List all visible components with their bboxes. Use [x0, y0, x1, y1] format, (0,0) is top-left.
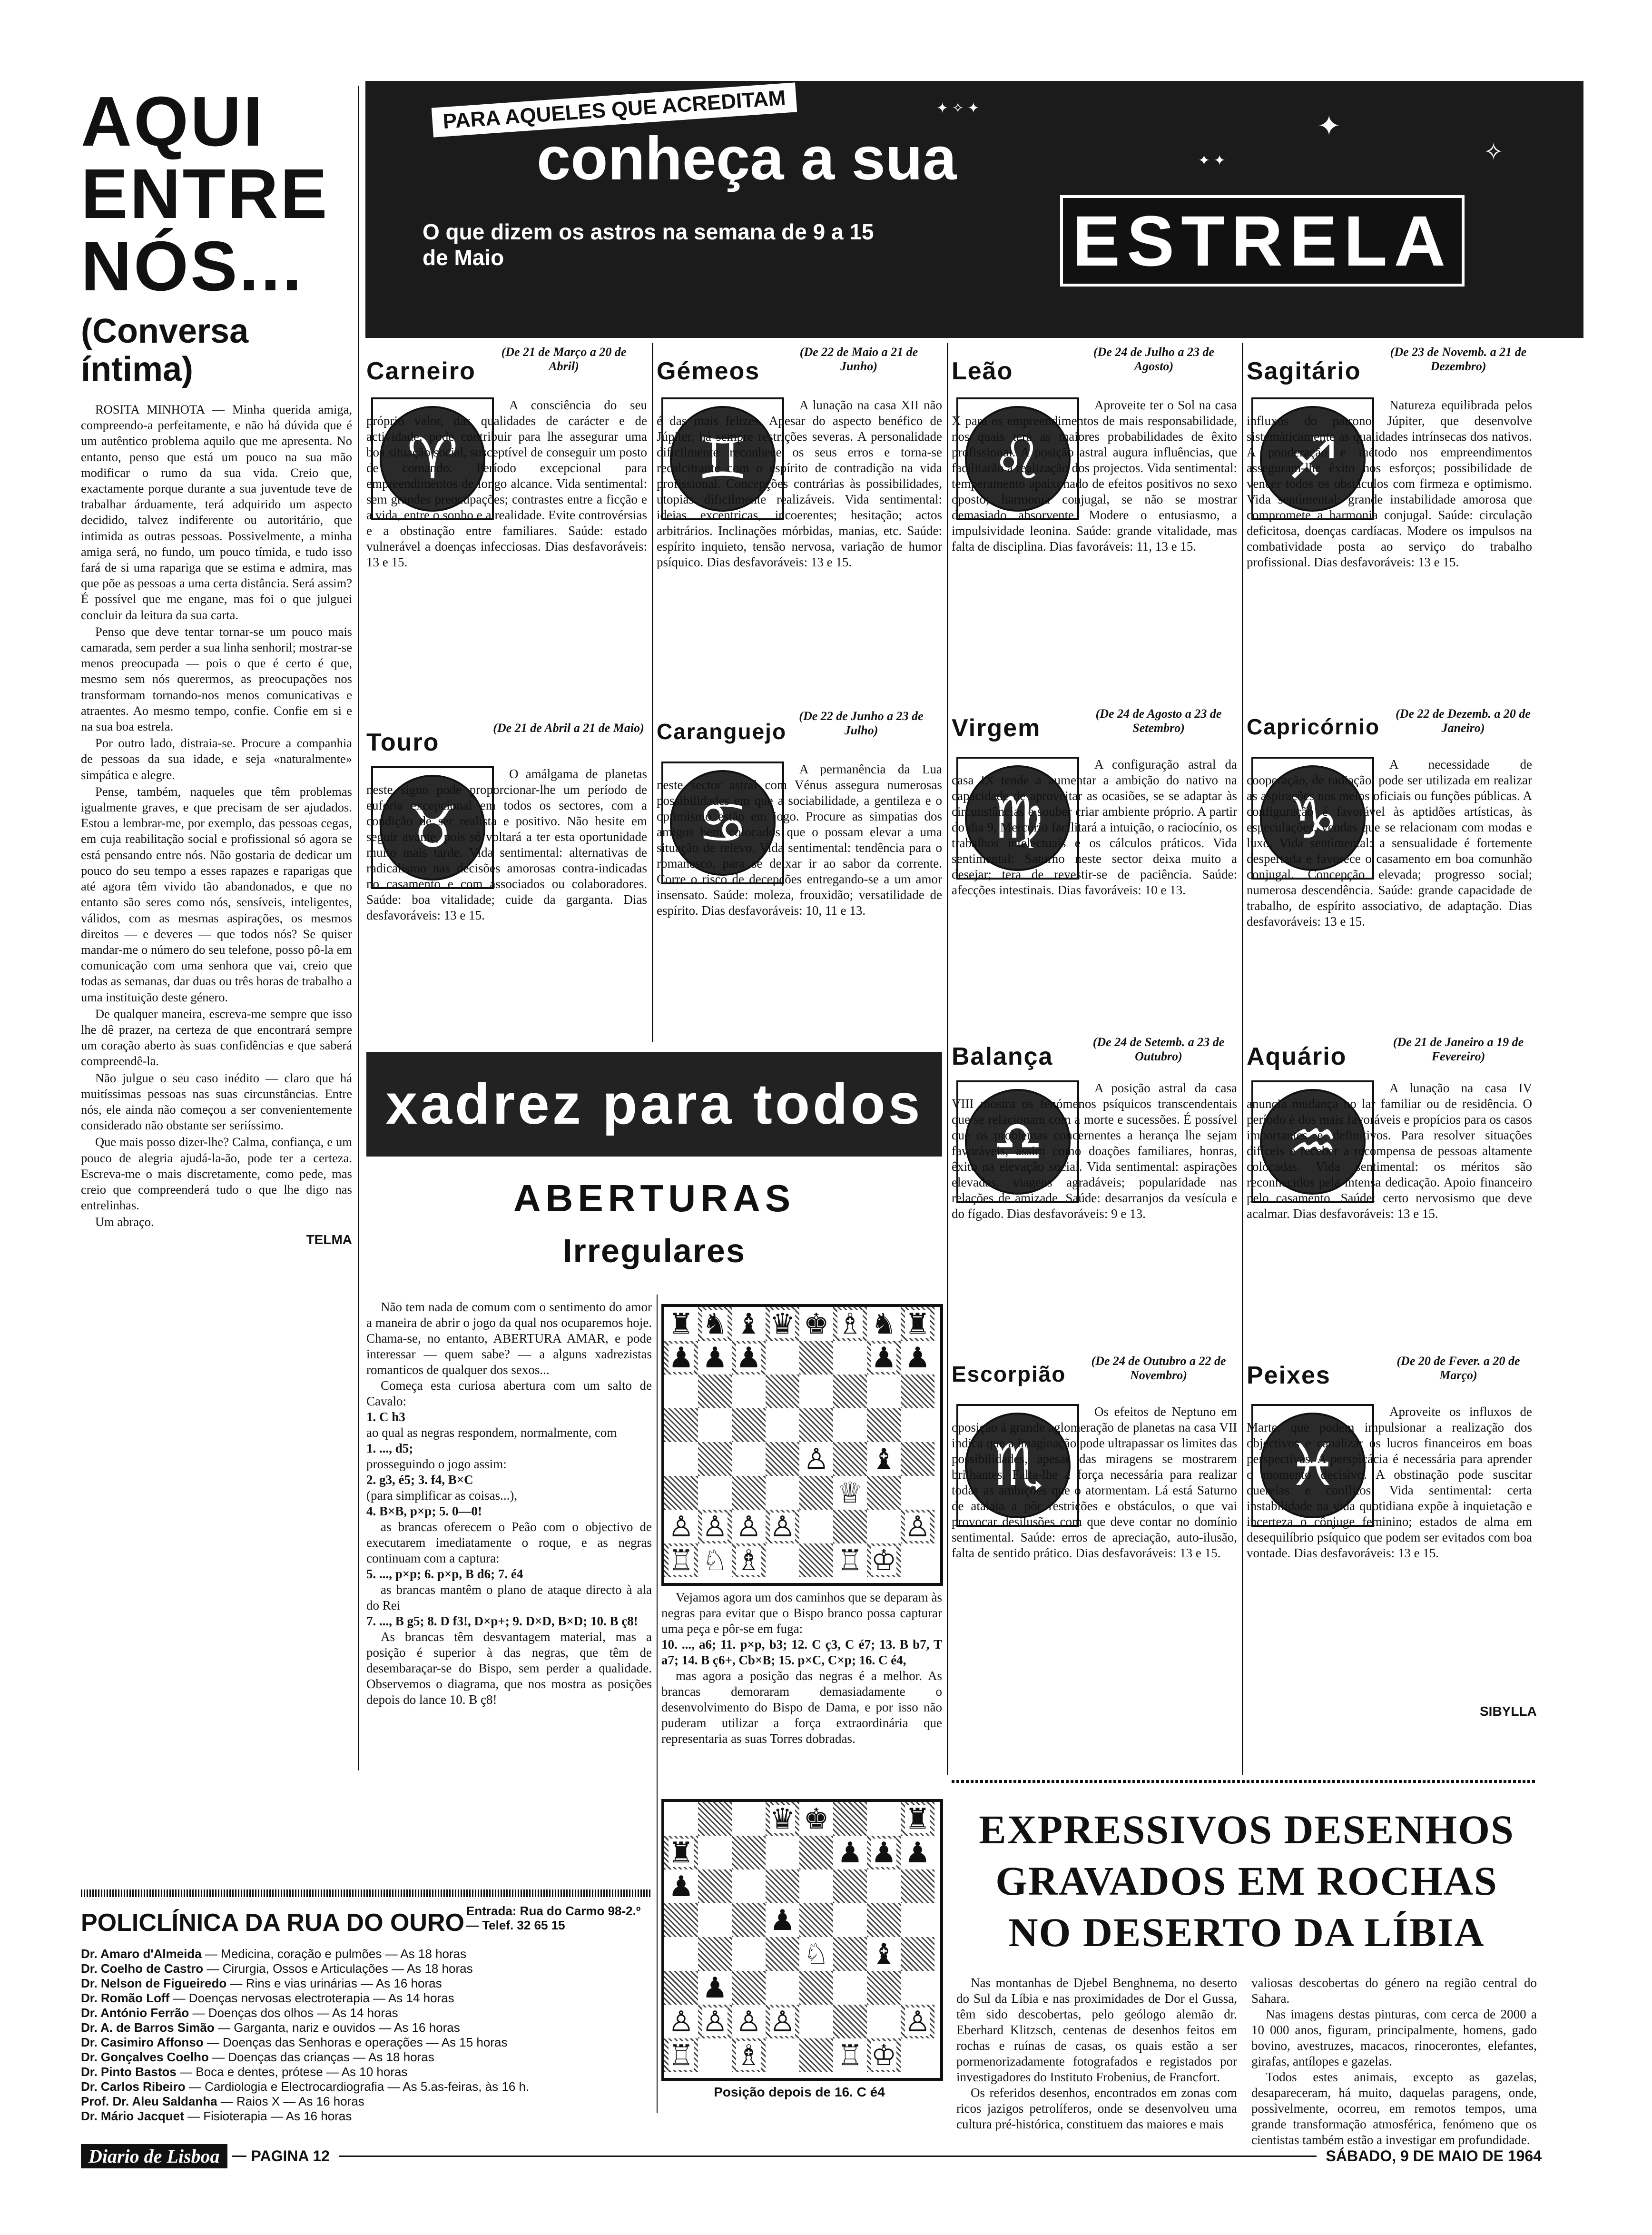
sign-name-touro: Touro — [366, 729, 440, 756]
board-square — [664, 1836, 698, 1869]
chess-piece-icon: ♙ — [769, 1510, 796, 1543]
libia-col2: valiosas descobertas do género na região central do Sahara. Nas imagens destas pinturas, com cerca de 2000 a 10 000 anos, figuram, principalmente, homens, gado bovino, avestruzes, macacos, rinocerontes, elefantes, girafas, antílopes e gazelas. Todos estes animais, excepto as gazelas, desapareceram, há muito, daquelas paragens, onde, possìvelmente, ocorreu, em remotos tempos, uma grande transformação atmosférica, fenómeno que os cientistas também estão a investigar em profundidade. — [1251, 1976, 1537, 2147]
chess-piece-icon: ♟ — [769, 1903, 796, 1937]
board-square — [799, 1937, 833, 1971]
board-square — [698, 1869, 732, 1903]
board-square — [698, 1802, 732, 1836]
board-square — [732, 2038, 766, 2072]
policlinica-address: Entrada: Rua do Carmo 98-2.º — Telef. 32 65 15 — [466, 1904, 641, 1932]
chess-piece-icon: ♜ — [668, 1836, 694, 1869]
horoscope-divider — [652, 343, 653, 1042]
sign-text-escorpiao: Os efeitos de Neptuno em oposição à grande aglomeração de planetas na casa VII indica que a imaginação pode ultrapassar os limites das possibilidades, apesar das miragens se mostrarem brilhantes. Falta-lhe a força necessária para realizar todas as ambições que o atormentam. Lá está Saturno de atalaia a pôr restrições e obstáculos, o que vai provocar desilusões com que deve contar no domínio sentimental. Saúde: erros de apreciação, auto-ilusão, falta de sentido prático. Dias desfavoráveis: 13 e 15. — [952, 1404, 1237, 1560]
sign-date-capricornio: (De 22 de Dezemb. a 20 de Janeiro) — [1396, 707, 1531, 735]
sign-text-capricornio: A necessidade de cooperação, de radiação, pode ser utilizada em realizar as aspirações nos meios oficiais ou funções públicas. A configuração é favorável às aptidões artísticas, às especulações, vendas que se relacionam com modas e luxo. Vida sentimental: a sensualidade é fortemente despertada e favorece o casamento em boa comunhão conjugal. Concepção elevada; progresso social; numerosa descendência. Saúde: grande capacidade de trabalho, de espírito associativo, de adaptação. Dias desfavoráveis: 13 e 15. — [1247, 757, 1532, 929]
chess-piece-icon: ♚ — [803, 1307, 829, 1341]
board-square — [664, 1375, 698, 1408]
chess-piece-icon: ♙ — [803, 1442, 829, 1476]
board-square — [732, 1543, 766, 1577]
board-square — [867, 1903, 901, 1937]
fish-icon: ♓ — [1251, 1404, 1374, 1527]
sign-text-balanca: A posição astral da casa VIII mostra os fenómenos psíquicos transcendentais que se relacionam com a morte e sucessões. É possível que os problemas concernentes a herança lhe sejam favoráveis, assim como doações familiares, honras, êxito na elevação social. Vida sentimental: aspirações elevadas, viagens agradáveis; popularidade nas relações de amizade. Saúde: desarranjos da vesícula e do fígado. Dias desfavoráveis: 9 e 13. — [952, 1081, 1237, 1221]
column-title: AQUI ENTRE NÓS... — [81, 82, 329, 306]
column-body: ROSITA MINHOTA — Minha querida amiga, compreendo-a perfeitamente, e não há dúvida que é um autêntico problema aquilo que me apresenta. No entanto, penso que está um pouco na sua mão modificar o rumo da sua vida. Creio que, exactamente porque durante a sua juventude teve de trabalhar árduamente, terá adquirido um aspecto decidido, talvez indiferente ou autoritário, que intimida as outras pessoas. Possivelmente, a minha amiga será, no fundo, um pouco tímida, e tudo isso fará de si uma rapariga que se estima e admira, mas que põe as pessoas a uma certa distância. Será assim? É possível que me engane, mas foi o que julguei concluir da leitura da sua carta. Penso que deve tentar tornar-se um pouco mais camarada, sem perder a sua linha senhoril; mostrar-se menos preocupada — pois o que é certo é que, mesmo sem nós querermos, as preocupações nos transformam tornando-nos menos comunicativas e atraentes. Ao mesmo tempo, confie. Confie em si e na sua boa estrela. Por outro lado, distraia-se. Procure a companhia de pessoas da sua idade, e seja «naturalmente» simpática e alegre. Pense, também, naqueles que têm problemas igualmente graves, e que precisam de ser ajudados. Estou a lembrar-me, por exemplo, das pessoas cegas, em cuja reabilitação social e profissional só agora se está pensando entre nós. Não gostaria de dedicar um pouco do seu tempo a esses rapazes e raparigas que até agora têm vivido tão abandonados, e que no entanto são seres como nós, sensíveis, inteligentes, válidos, com as mesmas aspirações, os mesmos direitos — e deveres — que todos nós? Se quiser mandar-me o número do seu telefone, posso pô-la em comunicação com uma senhora que vai, creio que todas as semanas, dar duas ou três horas de trabalho a uma instituição deste género. De qualquer maneira, escreva-me sempre que isso lhe dê prazer, na certeza de que encontrará sempre um coração aberto às suas confidências e que saberá compreendê-la. Não julgue o seu caso inédito — claro que há muitíssimas pessoas nas suas circunstâncias. Entre nós, ele ainda não começou a ser convenientemente considerado não obstante ser seriíssimo. Que mais posso dizer-lhe? Calma, confiança, e um pouco de alegria ajudá-la-ão, pode ter a certeza. Escreva-me o mais discretamente, como pede, mas creio que compreenderá tudo o que lhe digo nas entrelinhas. Um abraço. — [81, 402, 352, 1229]
chess-piece-icon: ♔ — [871, 1543, 897, 1577]
board-square — [901, 1341, 934, 1375]
sign-name-carneiro: Carneiro — [366, 357, 476, 385]
board-square — [664, 1341, 698, 1375]
board-square — [833, 1869, 867, 1903]
sign-date-sagitario: (De 23 de Novemb. a 21 de Dezembro) — [1390, 345, 1527, 373]
board-square — [833, 1971, 867, 2005]
sign-date-balanca: (De 24 de Setemb. a 23 de Outubro) — [1092, 1035, 1225, 1063]
board-square — [664, 1937, 698, 1971]
sign-name-peixes: Peixes — [1247, 1362, 1331, 1389]
bull-icon: ♉ — [371, 766, 494, 889]
chess-piece-icon: ♘ — [702, 1543, 728, 1577]
chess-piece-icon: ♝ — [736, 1307, 762, 1341]
chess-piece-icon: ♘ — [803, 1937, 829, 1971]
doctor-entry: Dr. Amaro d'Almeida — Medicina, coração e pulmões — As 18 horas — [81, 1947, 467, 1961]
board-square — [766, 1476, 799, 1510]
newspaper-logo: Diario de Lisboa — [81, 2144, 227, 2168]
board-square — [664, 1903, 698, 1937]
chess-piece-icon: ♙ — [702, 2005, 728, 2038]
horoscope-banner — [365, 81, 1583, 338]
chess-col1: Não tem nada de comum com o sentimento do amor a maneira de abrir o jogo da qual nos ocuparemos hoje. Chama-se, no entanto, ABERTURA AMAR, e pode interessar — quem sabe? — a alguns xadrezistas romanticos de qualquer dos sexos... Começa esta curiosa abertura com um salto de Cavalo: 1. C h3 ao qual as negras respondem, normalmente, com 1. ..., d5; prosseguindo o jogo assim: 2. g3, é5; 3. f4, B×C (para simplificar as coisas...), 4. B×B, p×p; 5. 0—0! as brancas oferecem o Peão com o objectivo de executarem imediatamente o roque, e as negras continuam com a captura: 5. ..., p×p; 6. p×p, B d6; 7. é4 as brancas mantêm o plano de ataque directo à ala do Rei 7. ..., B g5; 8. D f3!, D×p+; 9. D×D, B×D; 10. B ç8! As brancas têm desvantagem material, mas a posição é superior à das negras, que têm de desembaraçar-se do Bispo, sem perder a qualidade. Observemos o diagrama, que nos mostra as posições depois do lance 10. B ç8! — [366, 1300, 652, 1707]
board-square — [799, 2038, 833, 2072]
board-square — [833, 1802, 867, 1836]
board-square — [698, 1341, 732, 1375]
board-square — [833, 1937, 867, 1971]
board-square — [799, 1341, 833, 1375]
chess-piece-icon: ♜ — [905, 1307, 931, 1341]
board-square — [901, 2005, 934, 2038]
board-square — [664, 2005, 698, 2038]
chess-piece-icon: ♖ — [668, 1543, 694, 1577]
board-square — [732, 1341, 766, 1375]
board-square — [901, 1869, 934, 1903]
board-square — [867, 1543, 901, 1577]
chess-piece-icon: ♟ — [871, 1836, 897, 1869]
board-square — [833, 1836, 867, 1869]
chess-piece-icon: ♞ — [871, 1307, 897, 1341]
doctor-entry: Dr. Romão Loff — Doenças nervosas electroterapia — As 14 horas — [81, 1991, 454, 2005]
board-square — [867, 1836, 901, 1869]
board-square — [766, 1341, 799, 1375]
board-square — [799, 1510, 833, 1543]
board-square — [732, 1408, 766, 1442]
star-icon: ✦ ✧ ✦ — [936, 100, 980, 116]
sign-name-gemeos: Gémeos — [657, 357, 760, 385]
column-aqui-entre-nos — [81, 82, 352, 1247]
sign-name-aquario: Aquário — [1247, 1043, 1347, 1070]
page-number: PAGINA 12 — [251, 2147, 330, 2165]
board-square — [833, 1341, 867, 1375]
board-square — [664, 1307, 698, 1341]
water-bearer-icon: ♒ — [1251, 1080, 1374, 1203]
sign-date-touro: (De 21 de Abril a 21 de Maio) — [493, 721, 644, 735]
board-square — [732, 1375, 766, 1408]
board-square — [799, 1375, 833, 1408]
chess-piece-icon: ♖ — [668, 2038, 694, 2072]
board-square — [766, 1937, 799, 1971]
sign-date-carneiro: (De 21 de Março a 20 de Abril) — [501, 345, 627, 373]
chess-piece-icon: ♚ — [803, 1802, 829, 1836]
sign-text-virgem: A configuração astral da casa IX tende a aumentar a ambição do nativo na capacidade de aproveitar as ocasiões, se se adaptar às circunstâncias e souber criar ambiente próprio. A partir do dia 9, Mercúrio facilitará a intuição, o raciocínio, os trabalhos intelectuais e os cálculos práticos. Vida sentimental: Saturno neste sector deixa muito a desejar; terá de revestir-se de paciência. Saúde: afecções intestinais. Dias favoráveis: 10 e 13. — [952, 757, 1237, 897]
board-square — [698, 1971, 732, 2005]
board-square — [833, 2005, 867, 2038]
board-square — [698, 1836, 732, 1869]
chess-piece-icon: ♟ — [668, 1341, 694, 1375]
chess-piece-icon: ♟ — [702, 1341, 728, 1375]
chess-piece-icon: ♕ — [837, 1476, 863, 1510]
sign-name-leao: Leão — [952, 357, 1013, 385]
board-square — [867, 1375, 901, 1408]
board-square — [901, 1408, 934, 1442]
chess-piece-icon: ♟ — [837, 1836, 863, 1869]
archer-icon: ♐ — [1251, 397, 1374, 520]
board-square — [664, 1869, 698, 1903]
sign-text-carneiro: A consciência do seu próprio valor, das qualidades de carácter e de actividade, pode contribuir para lhe assegurar uma boa situação social, susceptível de conseguir um posto de comando. Período excepcional para empreendimentos de longo alcance. Vida sentimental: sem grandes preocupações; contrastes entre a ficção e a vida, entre o sonho e a realidade. Evite controvérsias e a obstinação entre familiares. Saúde: estado vulnerável a doenças infecciosas. Dias desfavoráveis: 13 e 15. — [366, 398, 647, 569]
board-square — [766, 2038, 799, 2072]
doctor-entry: Dr. Pinto Bastos — Boca e dentes, prótese — As 10 horas — [81, 2065, 408, 2079]
ram-icon: ♈ — [371, 397, 494, 520]
chess-piece-icon: ♙ — [769, 2005, 796, 2038]
chess-piece-icon: ♟ — [668, 1869, 694, 1903]
chess-piece-icon: ♔ — [871, 2038, 897, 2072]
chess-piece-icon: ♖ — [837, 1543, 863, 1577]
sign-date-aquario: (De 21 de Janeiro a 19 de Fevereiro) — [1393, 1035, 1524, 1063]
doctor-entry: Dr. Coelho de Castro — Cirurgia, Ossos e Articulações — As 18 horas — [81, 1961, 473, 1976]
sign-name-capricornio: Capricórnio — [1247, 714, 1380, 739]
board-square — [698, 1476, 732, 1510]
chess-piece-icon: ♝ — [871, 1442, 897, 1476]
board-square — [664, 1543, 698, 1577]
chess-piece-icon: ♟ — [871, 1341, 897, 1375]
doctor-entry: Dr. Gonçalves Coelho — Doenças das crianças — As 18 horas — [81, 2050, 434, 2064]
board-square — [766, 1408, 799, 1442]
policlinica-rule — [81, 1889, 652, 1897]
board-square — [732, 1869, 766, 1903]
board-square — [799, 1802, 833, 1836]
board-square — [901, 1442, 934, 1476]
libia-rule — [952, 1780, 1537, 1783]
board-square — [799, 1543, 833, 1577]
board-square — [766, 1510, 799, 1543]
board-square — [698, 1442, 732, 1476]
column-subtitle: (Conversa íntima) — [81, 312, 249, 388]
board-square — [901, 1476, 934, 1510]
board-square — [867, 1307, 901, 1341]
column-divider — [358, 86, 359, 1770]
board-square — [766, 1971, 799, 2005]
doctor-entry: Prof. Dr. Aleu Saldanha — Raios X — As 16 horas — [81, 2094, 364, 2108]
board-square — [766, 1375, 799, 1408]
sign-text-caranguejo: A permanência da Lua neste sector astral com Vénus assegura numerosas possibilidades em que a sociabilidade, a gentileza e o optimismo estão em jogo. Procure as simpatias dos amigos bem colocados que o possam elevar a uma situação de relevo. Vida sentimental: tendência para o romanesco, para se deixar ir ao sabor da corrente. Corre o risco de decepções entregando-se a um amor insensato. Saúde: moleza, frouxidão; versatilidade de espírito. Dias desfavoráveis: 10, 11 e 13. — [657, 762, 942, 918]
board-square — [867, 1802, 901, 1836]
scorpion-icon: ♏ — [956, 1404, 1079, 1527]
sign-name-sagitario: Sagitário — [1247, 357, 1361, 385]
sign-text-sagitario: Natureza equilibrada pelos influxos do patrono Júpiter, que desenvolve sistemàticamente as qualidades intrínsecas dos nativos. A ponderação e método nos empreendimentos asseguram-lhe êxito nos esforços; possibilidade de vencer todos os obstáculos com firmeza e optimismo. Vida sentimental: grande instabilidade amorosa que compromete a harmonia conjugal. Saúde: circulação deficitosa, doenças cardíacas. Modere os impulsos na combatividade posta ao serviço do trabalho profissional. Dias desfavoráveis: 13 e 15. — [1247, 398, 1532, 569]
board-square — [867, 2005, 901, 2038]
sign-date-escorpiao: (De 24 de Outubro a 22 de Novembro) — [1091, 1354, 1226, 1382]
twins-icon: ♊ — [661, 397, 784, 520]
chess-piece-icon: ♟ — [905, 1341, 931, 1375]
issue-date: SÁBADO, 9 DE MAIO DE 1964 — [1326, 2147, 1542, 2165]
chess-banner: xadrez para todos — [366, 1052, 942, 1157]
banner-headline: conheça a sua — [537, 125, 957, 193]
horoscope-divider — [947, 343, 948, 1775]
doctor-entry: Dr. Mário Jacquet — Fisioterapia — As 16 horas — [81, 2109, 352, 2123]
crab-icon: ♋ — [661, 761, 784, 884]
board-square — [766, 1442, 799, 1476]
board-square — [766, 2005, 799, 2038]
board-square — [698, 1375, 732, 1408]
board-square — [732, 1971, 766, 2005]
board-square — [732, 2005, 766, 2038]
board-square — [698, 1307, 732, 1341]
sign-date-virgem: (De 24 de Agosto a 23 de Setembro) — [1095, 707, 1222, 735]
board-square — [901, 1937, 934, 1971]
star-icon: ✦ ✦ — [1198, 153, 1226, 168]
libia-headline: EXPRESSIVOS DESENHOS GRAVADOS EM ROCHAS NO DESERTO DA LÍBIA — [979, 1807, 1514, 1955]
chess-piece-icon: ♟ — [905, 1836, 931, 1869]
board-square — [833, 1510, 867, 1543]
horoscope-signature: SIBYLLA — [1480, 1704, 1537, 1719]
chess-diagram-caption: Posição depois de 16. C é4 — [714, 2085, 885, 2099]
footer — [81, 2142, 1542, 2170]
board-square — [833, 1375, 867, 1408]
board-square — [664, 2038, 698, 2072]
board-square — [901, 2038, 934, 2072]
board-square — [698, 1510, 732, 1543]
chess-diagram-2 — [661, 1799, 943, 2081]
board-square — [732, 1510, 766, 1543]
board-square — [799, 1442, 833, 1476]
doctor-entry: Dr. A. de Barros Simão — Garganta, nariz e ouvidos — As 16 horas — [81, 2020, 460, 2035]
board-square — [664, 1510, 698, 1543]
board-square — [867, 1408, 901, 1442]
board-square — [833, 1442, 867, 1476]
chess-piece-icon: ♙ — [905, 1510, 931, 1543]
libia-col1: Nas montanhas de Djebel Benghnema, no deserto do Sul da Líbia e nas proximidades de Dor el Gussa, têm sido descobertas, pelo geólogo alemão dr. Eberhard Klitzsch, centenas de desenhos feitos em rochas e ruínas de casas, os quais estão a ser pormenorizadamente fotografados e registados por investigadores do Instituto Frobenius, de Francfort. Os referidos desenhos, encontrados em zonas com ricos jazigos petrolíferos, onde se desenvolveu uma cultura pré-histórica, constituem das maiores e mais — [956, 1976, 1237, 2131]
lion-icon: ♌ — [956, 397, 1079, 520]
chess-piece-icon: ♟ — [736, 1341, 762, 1375]
board-square — [799, 1408, 833, 1442]
sign-name-caranguejo: Caranguejo — [657, 719, 787, 744]
chess-piece-icon: ♗ — [736, 1543, 762, 1577]
sign-text-peixes: Aproveite os influxos de Marte, que podem impulsionar a realização dos objectivos e canalizar os lucros financeiros em boas perspectivas. A perspicácia é necessária para aprender o momento decisivo. A obstinação pode suscitar querelas e conflitos. Vida sentimental: certa instabilidade na vida quotidiana expõe à inquietação e incerteza o cônjuge feminino; estados de alma em desequilíbrio psíquico que podem ser evitados com boa vontade. Dias desfavoráveis: 13 e 15. — [1247, 1404, 1532, 1560]
board-square — [698, 2038, 732, 2072]
doctor-entry: Dr. Carlos Ribeiro — Cardiologia e Electrocardiografia — As 5.as-feiras, às 16 h. — [81, 2079, 530, 2094]
banner-star-word: ESTRELA — [1060, 195, 1465, 287]
board-square — [833, 1903, 867, 1937]
board-square — [732, 1307, 766, 1341]
star-icon: ✧ — [1484, 138, 1504, 165]
chess-piece-icon: ♗ — [736, 2038, 762, 2072]
sign-date-gemeos: (De 22 de Maio a 21 de Junho) — [799, 345, 918, 373]
sign-name-virgem: Virgem — [952, 714, 1041, 742]
board-square — [901, 1802, 934, 1836]
column-signature: TELMA — [306, 1232, 352, 1247]
chess-piece-icon: ♙ — [736, 1510, 762, 1543]
chess-piece-icon: ♙ — [736, 2005, 762, 2038]
board-square — [766, 1869, 799, 1903]
board-square — [799, 1836, 833, 1869]
banner-subheadline: O que dizem os astros na semana de 9 a 15 de Maio — [423, 219, 874, 270]
sign-date-caranguejo: (De 22 de Junho a 23 de Julho) — [799, 709, 924, 737]
chess-piece-icon: ♞ — [702, 1307, 728, 1341]
board-square — [664, 1971, 698, 2005]
chess-piece-icon: ♖ — [837, 2038, 863, 2072]
board-square — [867, 1869, 901, 1903]
board-square — [833, 2038, 867, 2072]
sign-date-leao: (De 24 de Julho a 23 de Agosto) — [1093, 345, 1215, 373]
board-square — [901, 1543, 934, 1577]
chess-piece-icon: ♛ — [769, 1802, 796, 1836]
policlinica-doctor-list — [81, 1947, 652, 2124]
board-square — [833, 1408, 867, 1442]
board-square — [766, 1903, 799, 1937]
doctor-entry: Dr. Nelson de Figueiredo — Rins e vias urinárias — As 16 horas — [81, 1976, 442, 1990]
board-square — [732, 1476, 766, 1510]
board-square — [833, 1307, 867, 1341]
board-square — [698, 1903, 732, 1937]
sign-text-touro: O amálgama de planetas neste signo pode proporcionar-lhe um período de euforia excepcional em todos os sectores, com a condição de ser realista e positivo. Não hesite em seguir avante, pois só voltará a ter esta oportunidade muito mais tarde. Vida sentimental: alternativas de radicalismo nas decisões amorosas contra-indicadas no casamento e com associados ou colaboradores. Saúde: boa vitalidade; cuide da garganta. Dias desfavoráveis: 13 e 15. — [366, 767, 647, 922]
board-square — [833, 1543, 867, 1577]
doctor-entry: Dr. Casimiro Affonso — Doenças das Senhoras e operações — As 15 horas — [81, 2035, 508, 2049]
chess-title: ABERTURAS — [513, 1177, 796, 1219]
sign-text-aquario: A lunação na casa IV anuncia mudança no lar familiar ou de residência. O período é dos mais favoráveis e propícios para os casos importantes e definitivos. Para resolver situações difíceis e receber a recompensa de pessoas altamente colocadas. Vida sentimental: os méritos são reconhecidos pela intensa dedicação. Apoio financeiro pelo casamento. Saúde: certo nervosismo que deve acalmar. Dias desfavoráveis: 13 e 15. — [1247, 1081, 1532, 1221]
chess-subtitle: Irregulares — [563, 1232, 746, 1269]
board-square — [867, 1341, 901, 1375]
board-square — [732, 1836, 766, 1869]
board-square — [901, 1903, 934, 1937]
banner-tag: PARA AQUELES QUE ACREDITAM — [432, 82, 797, 137]
board-square — [799, 1869, 833, 1903]
board-square — [698, 2005, 732, 2038]
sign-text-gemeos: A lunação na casa XII não é das mais felizes. Apesar do aspecto benéfico de Júpiter, há sempre restrições severas. A personalidade dificilmente reconhece os seus erros e torna-se recalcitrante com o espírito de contradição na vida profissional. Concepções contrárias às possibilidades, utopias dificilmente realizáveis. Vida sentimental: ideias excêntricas, incoerentes; hesitação; actos arbitrários. Inclinações mórbidas, manias, etc. Saúde: espírito inquieto, tensão nervosa, variação de humor psíquico. Dias desfavoráveis: 13 e 15. — [657, 398, 942, 569]
scales-icon: ♎ — [956, 1080, 1079, 1203]
board-square — [901, 1971, 934, 2005]
chess-col2: Vejamos agora um dos caminhos que se deparam às negras para evitar que o Bispo branco possa capturar uma peça e pôr-se em fuga: 10. ..., a6; 11. p×p, b3; 12. C ç3, C é7; 13. B b7, T a7; 14. B ç6+, Cb×B; 15. p×C, C×p; 16. C é4, mas agora a posição das negras é a melhor. As brancas demoraram demasiadamente o desenvolvimento do Bispo de Dama, e por isso não puderam utilizar a força extraordinária que representaria as suas Torres dobradas. — [661, 1590, 942, 1746]
board-square — [698, 1937, 732, 1971]
board-square — [799, 1307, 833, 1341]
board-square — [901, 1307, 934, 1341]
board-square — [732, 1442, 766, 1476]
board-square — [766, 1802, 799, 1836]
chess-piece-icon: ♙ — [668, 1510, 694, 1543]
board-square — [901, 1836, 934, 1869]
chess-piece-icon: ♙ — [702, 1510, 728, 1543]
board-square — [867, 1510, 901, 1543]
virgin-icon: ♍ — [956, 757, 1079, 880]
board-square — [833, 1476, 867, 1510]
chess-piece-icon: ♜ — [905, 1802, 931, 1836]
board-square — [867, 1937, 901, 1971]
board-square — [664, 1476, 698, 1510]
board-square — [766, 1307, 799, 1341]
chess-piece-icon: ♟ — [702, 1971, 728, 2005]
chess-divider — [657, 1295, 658, 2113]
board-square — [766, 1836, 799, 1869]
board-square — [732, 1903, 766, 1937]
chess-piece-icon: ♗ — [837, 1307, 863, 1341]
board-square — [799, 1971, 833, 2005]
goat-icon: ♑ — [1251, 757, 1374, 880]
board-square — [664, 1802, 698, 1836]
sign-name-escorpiao: Escorpião — [952, 1362, 1066, 1386]
board-square — [799, 2005, 833, 2038]
sign-date-peixes: (De 20 de Fever. a 20 de Março) — [1396, 1354, 1520, 1382]
chess-piece-icon: ♙ — [668, 2005, 694, 2038]
sign-text-leao: Aproveite ter o Sol na casa X para os empreendimentos de mais responsabilidade, nos quais terá as maiores probabilidades de êxito profissional. A posição astral augura influências, que facilitarão a realização dos projectos. Vida sentimental: temperamento apaixonado de efeitos positivos no sexo oposto; harmonia conjugal, se não se mostrar demasiado absorvente. Modere o entusiasmo, a impulsividade leonina. Saúde: grande vitalidade, mas falta de disciplina. Dias favoráveis: 11, 13 e 15. — [952, 398, 1237, 554]
board-square — [867, 2038, 901, 2072]
board-square — [664, 1442, 698, 1476]
star-icon: ✦ — [1317, 110, 1341, 142]
chess-piece-icon: ♙ — [905, 2005, 931, 2038]
horoscope-divider — [1242, 343, 1243, 1775]
board-square — [766, 1543, 799, 1577]
board-square — [698, 1543, 732, 1577]
chess-piece-icon: ♜ — [668, 1307, 694, 1341]
chess-piece-icon: ♝ — [871, 1937, 897, 1971]
board-square — [664, 1408, 698, 1442]
board-square — [732, 1802, 766, 1836]
board-square — [901, 1375, 934, 1408]
board-square — [901, 1510, 934, 1543]
sign-name-balanca: Balança — [952, 1043, 1053, 1070]
chess-diagram-1 — [661, 1304, 943, 1586]
board-square — [799, 1903, 833, 1937]
policlinica-title: POLICLÍNICA DA RUA DO OURO — [81, 1909, 464, 1937]
doctor-entry: Dr. António Ferrão — Doenças dos olhos — As 14 horas — [81, 2006, 398, 2020]
chess-piece-icon: ♛ — [769, 1307, 796, 1341]
board-square — [698, 1408, 732, 1442]
board-square — [867, 1971, 901, 2005]
board-square — [867, 1476, 901, 1510]
board-square — [732, 1937, 766, 1971]
board-square — [799, 1476, 833, 1510]
board-square — [867, 1442, 901, 1476]
